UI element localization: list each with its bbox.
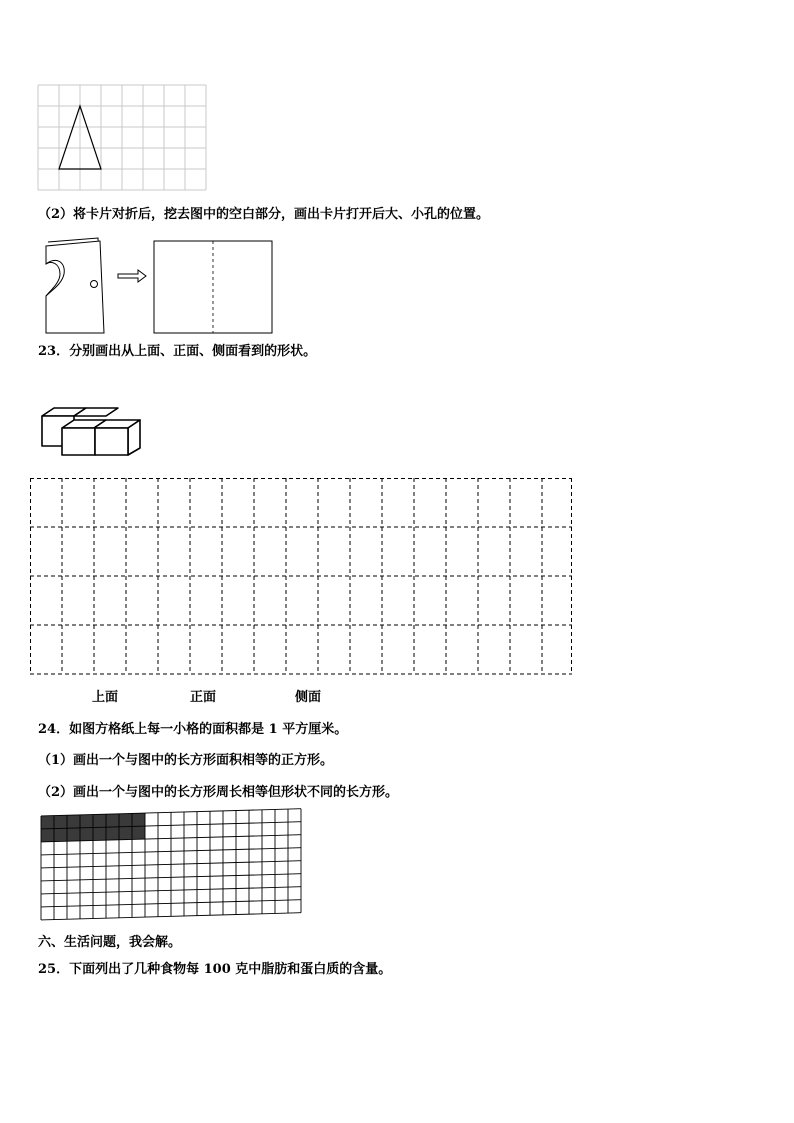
cube-figure bbox=[40, 408, 144, 456]
label-side-view: 侧面 bbox=[295, 690, 322, 705]
dashed-drawing-grid bbox=[30, 478, 574, 676]
q24-text: 24．如图方格纸上每一小格的面积都是 1 平方厘米。 bbox=[38, 722, 348, 737]
q25-text: 25．下面列出了几种食物每 100 克中脂肪和蛋白质的含量。 bbox=[38, 962, 392, 977]
q24-part2-text: （2）画出一个与图中的长方形周长相等但形状不同的长方形。 bbox=[38, 785, 399, 800]
q22-part2-text: （2）将卡片对折后，挖去图中的空白部分，画出卡片打开后大、小孔的位置。 bbox=[38, 207, 490, 222]
label-top-view: 上面 bbox=[92, 690, 119, 705]
q23-text: 23．分别画出从上面、正面、侧面看到的形状。 bbox=[38, 344, 317, 359]
area-grid-figure bbox=[40, 812, 304, 924]
triangle-grid-figure bbox=[38, 85, 208, 191]
folded-card-figure bbox=[42, 234, 277, 336]
arrow-right-icon bbox=[118, 270, 146, 282]
section6-heading: 六、生活问题，我会解。 bbox=[38, 935, 182, 950]
q24-part1-text: （1）画出一个与图中的长方形面积相等的正方形。 bbox=[38, 753, 334, 768]
small-hole bbox=[91, 281, 98, 288]
label-front-view: 正面 bbox=[190, 690, 217, 705]
